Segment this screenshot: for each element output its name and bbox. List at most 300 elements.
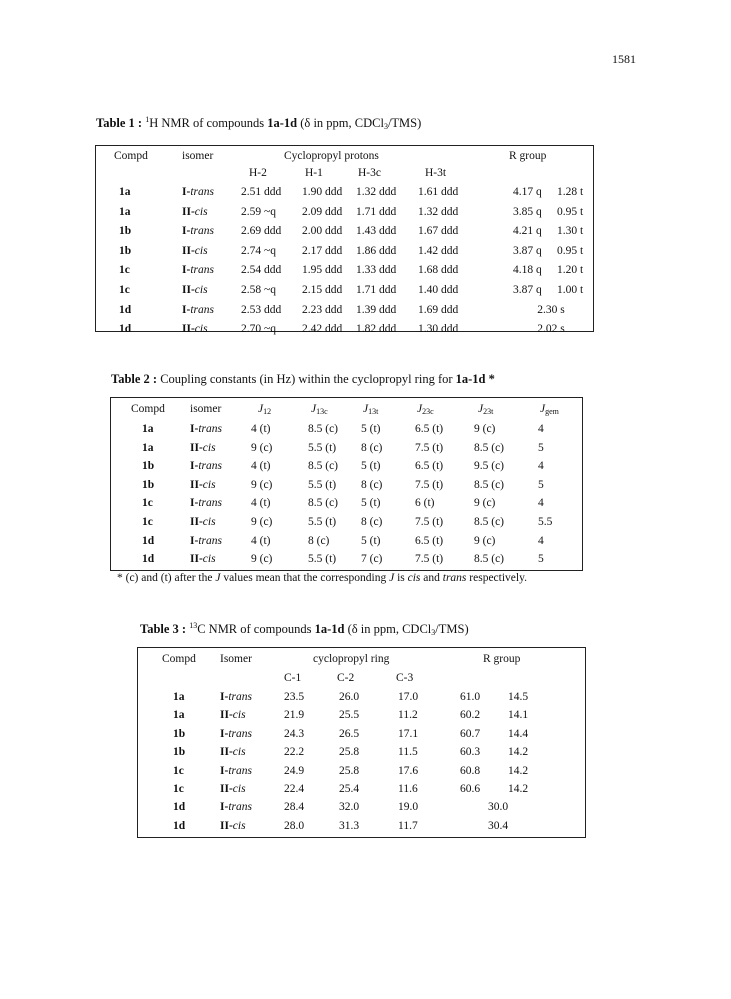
c1-cell: 22.4	[284, 783, 305, 795]
compd-cell: 1a	[119, 205, 131, 218]
table2-row	[111, 513, 582, 531]
table2-header-compd: Compd	[131, 403, 165, 415]
j13t-cell: 5 (t)	[361, 423, 381, 435]
c2-cell: 32.0	[339, 801, 360, 814]
isomer-config: cis	[194, 284, 208, 296]
j13t-cell: 7 (c)	[361, 553, 383, 566]
table3-row	[138, 762, 585, 780]
j13c-cell: 8 (c)	[308, 534, 330, 547]
j13c-cell: 5.5 (t)	[308, 516, 337, 528]
j23t-cell: 9 (c)	[474, 497, 496, 510]
table3-header-row1	[138, 650, 585, 668]
table3-caption-label: Table 3 :	[140, 622, 187, 636]
r2-cell: 0.95 t	[557, 205, 584, 218]
table2-caption-label: Table 2 :	[111, 372, 158, 386]
isomer-config: trans	[228, 801, 252, 814]
c1-cell: 21.9	[284, 709, 305, 722]
table2-row	[111, 420, 582, 438]
r1-cell: 4.21 q	[513, 225, 542, 238]
jgem-cell: 4	[538, 497, 544, 510]
h1-cell: 2.23 ddd	[302, 303, 343, 316]
r1-cell: 4.17 q	[513, 186, 542, 198]
isomer-cell	[182, 261, 214, 279]
table3-header-rgroup: R group	[483, 653, 521, 665]
compd-cell: 1c	[142, 497, 153, 510]
isomer-cell	[182, 320, 208, 338]
isomer-cell	[220, 798, 252, 816]
isomer-cell	[220, 743, 246, 761]
isomer-cell	[190, 457, 222, 475]
table1-row	[96, 183, 593, 201]
isomer-prefix: II-	[190, 553, 203, 566]
compd-cell: 1a	[173, 709, 185, 722]
isomer-prefix: II-	[182, 323, 195, 336]
j13c-cell: 5.5 (t)	[308, 553, 337, 566]
r2-cell: 14.2	[508, 783, 529, 795]
r1-cell: 3.85 q	[513, 205, 542, 218]
isomer-config: trans	[190, 225, 214, 238]
h1-cell: 2.00 ddd	[302, 225, 343, 238]
table1-caption	[96, 116, 421, 131]
isomer-prefix: I-	[182, 225, 191, 238]
r2-cell: 1.20 t	[557, 264, 584, 277]
table3-caption-sub: 3	[431, 628, 436, 637]
j23c-cell: 7.5 (t)	[415, 478, 444, 491]
c3-cell: 19.0	[398, 801, 419, 814]
h3c-cell: 1.32 ddd	[356, 186, 397, 198]
table1-header-row2	[96, 164, 593, 182]
j23t-cell: 8.5 (c)	[474, 441, 505, 454]
c1-cell: 22.2	[284, 746, 305, 759]
isomer-cell	[220, 688, 252, 706]
isomer-config: cis	[232, 783, 246, 795]
isomer-prefix: II-	[220, 783, 233, 795]
j23c-cell: 6.5 (t)	[415, 460, 444, 473]
compd-cell: 1a	[142, 423, 154, 435]
j13t-cell: 8 (c)	[361, 441, 383, 454]
j23c-cell: 6.5 (t)	[415, 534, 444, 547]
isomer-prefix: I-	[190, 460, 199, 473]
j23t-cell: 8.5 (c)	[474, 478, 505, 491]
r1-cell: 3.87 q	[513, 244, 542, 257]
table3-row	[138, 743, 585, 761]
table1-header-h3c: H-3c	[358, 167, 381, 179]
r1-cell: 4.18 q	[513, 264, 542, 277]
isomer-prefix: II-	[190, 441, 203, 454]
c3-cell: 11.2	[398, 709, 418, 722]
h3t-cell: 1.68 ddd	[418, 264, 459, 277]
h3t-cell: 1.40 ddd	[418, 284, 459, 296]
table1-row	[96, 320, 593, 338]
j23c-cell: 7.5 (t)	[415, 516, 444, 528]
isomer-cell	[182, 242, 208, 260]
table2-row	[111, 457, 582, 475]
isomer-prefix: I-	[220, 727, 229, 740]
table2-row	[111, 494, 582, 512]
table3-row	[138, 688, 585, 706]
j12-cell: 4 (t)	[251, 497, 271, 510]
r1-cell: 60.6	[460, 783, 481, 795]
isomer-config: trans	[228, 727, 252, 740]
table2-header-isomer: isomer	[190, 403, 222, 415]
h3t-cell: 1.67 ddd	[418, 225, 459, 238]
r1-cell: 60.3	[460, 746, 481, 759]
j13c-cell: 5.5 (t)	[308, 441, 337, 454]
c1-cell: 23.5	[284, 691, 305, 703]
h3t-cell: 1.61 ddd	[418, 186, 459, 198]
h1-cell: 2.15 ddd	[302, 284, 343, 296]
table2-header-j23c: $J_{23c}$	[417, 403, 434, 416]
table3-header-c2: C-2	[337, 672, 355, 684]
isomer-cell	[220, 817, 246, 835]
c2-cell: 31.3	[339, 819, 360, 832]
compd-cell: 1d	[142, 553, 155, 566]
r2-cell: 1.28 t	[557, 186, 584, 198]
table2-caption	[111, 372, 495, 387]
jgem-cell: 4	[538, 423, 544, 435]
compd-cell: 1d	[142, 534, 155, 547]
isomer-config: trans	[198, 423, 222, 435]
table3-caption	[140, 622, 469, 637]
j23t-cell: 9.5 (c)	[474, 460, 505, 473]
isomer-prefix: I-	[220, 764, 229, 777]
table1-caption-bold: 1a-1d	[267, 116, 298, 130]
c2-cell: 25.5	[339, 709, 360, 722]
c1-cell: 28.0	[284, 819, 305, 832]
table1-row	[96, 222, 593, 240]
h3t-cell: 1.30 ddd	[418, 323, 459, 336]
compd-cell: 1b	[142, 460, 155, 473]
c2-cell: 25.4	[339, 783, 360, 795]
j12-cell: 9 (c)	[251, 553, 273, 566]
j23c-cell: 6.5 (t)	[415, 423, 444, 435]
isomer-config: cis	[202, 553, 216, 566]
j13c-cell: 8.5 (c)	[308, 460, 339, 473]
isomer-cell	[190, 550, 216, 568]
table3-caption-sup: 13	[189, 621, 198, 630]
isomer-config: cis	[202, 441, 216, 454]
isomer-config: trans	[228, 691, 252, 703]
table3-header-row2	[138, 669, 585, 687]
isomer-config: trans	[228, 764, 252, 777]
table1-header-rgroup: R group	[509, 150, 547, 162]
r1-cell: 30.4	[487, 819, 509, 832]
isomer-config: cis	[194, 244, 208, 257]
jgem-cell: 5.5	[538, 516, 553, 528]
c3-cell: 17.0	[398, 691, 419, 703]
j12-cell: 4 (t)	[251, 460, 271, 473]
h3c-cell: 1.39 ddd	[356, 303, 397, 316]
compd-cell: 1d	[119, 303, 132, 316]
isomer-cell	[182, 203, 208, 221]
isomer-cell	[182, 222, 214, 240]
table1-row	[96, 242, 593, 260]
isomer-cell	[220, 706, 246, 724]
r2-cell: 14.5	[508, 691, 529, 703]
isomer-prefix: I-	[220, 801, 229, 814]
c2-cell: 26.0	[339, 691, 360, 703]
r1-cell: 60.7	[460, 727, 481, 740]
j12-cell: 4 (t)	[251, 423, 271, 435]
isomer-prefix: II-	[190, 516, 203, 528]
h2-cell: 2.54 ddd	[241, 264, 282, 277]
isomer-config: cis	[202, 516, 216, 528]
table1	[95, 145, 594, 336]
isomer-prefix: I-	[190, 423, 199, 435]
isomer-config: cis	[194, 205, 208, 218]
table3-row	[138, 817, 585, 835]
r1-cell: 2.30 s	[537, 303, 565, 316]
table3-caption-text1: C NMR of compounds	[197, 622, 315, 636]
table1-caption-sup: 1	[145, 115, 150, 124]
j13t-cell: 5 (t)	[361, 534, 381, 547]
jgem-cell: 4	[538, 460, 544, 473]
j23t-cell: 8.5 (c)	[474, 553, 505, 566]
h3t-cell: 1.69 ddd	[418, 303, 459, 316]
compd-cell: 1a	[173, 691, 185, 703]
c3-cell: 11.5	[398, 746, 418, 759]
c2-cell: 25.8	[339, 764, 360, 777]
compd-cell: 1c	[173, 783, 184, 795]
h3t-cell: 1.32 ddd	[418, 205, 459, 218]
r2-cell: 1.00 t	[557, 284, 584, 296]
j13t-cell: 5 (t)	[361, 460, 381, 473]
isomer-config: cis	[232, 746, 246, 759]
compd-cell: 1a	[119, 186, 131, 198]
page-number: 1581	[612, 52, 636, 66]
h2-cell: 2.69 ddd	[241, 225, 282, 238]
r1-cell: 61.0	[460, 691, 481, 703]
j13t-cell: 8 (c)	[361, 478, 383, 491]
compd-cell: 1c	[142, 516, 153, 528]
table3-header-c3: C-3	[396, 672, 414, 684]
h3c-cell: 1.86 ddd	[356, 244, 397, 257]
j23t-cell: 9 (c)	[474, 423, 496, 435]
compd-cell: 1c	[119, 284, 130, 296]
j13t-cell: 5 (t)	[361, 497, 381, 510]
h3c-cell: 1.33 ddd	[356, 264, 397, 277]
c2-cell: 25.8	[339, 746, 360, 759]
isomer-prefix: I-	[182, 264, 191, 277]
isomer-config: trans	[198, 460, 222, 473]
table1-header-compd: Compd	[114, 150, 148, 162]
table1-row	[96, 301, 593, 319]
j23c-cell: 6 (t)	[415, 497, 435, 510]
compd-cell: 1b	[119, 225, 132, 238]
j13t-cell: 8 (c)	[361, 516, 383, 528]
h1-cell: 2.42 ddd	[302, 323, 343, 336]
r1-cell: 60.2	[460, 709, 481, 722]
compd-cell: 1d	[119, 323, 132, 336]
h1-cell: 2.09 ddd	[302, 205, 343, 218]
isomer-prefix: I-	[182, 186, 191, 198]
table3-caption-bold: 1a-1d	[314, 622, 345, 636]
r1-cell: 3.87 q	[513, 284, 542, 296]
isomer-cell	[220, 780, 246, 798]
compd-cell: 1b	[173, 727, 186, 740]
h2-cell: 2.58 ~q	[241, 284, 276, 296]
jgem-cell: 5	[538, 441, 544, 454]
table1-row	[96, 261, 593, 279]
table1-row	[96, 281, 593, 299]
jgem-cell: 4	[538, 534, 544, 547]
isomer-config: trans	[198, 497, 222, 510]
table1-header-isomer: isomer	[182, 150, 214, 162]
table1-caption-text2: (δ in ppm, CDCl	[297, 116, 384, 130]
table2-header-j13c: $J_{13c}$	[311, 403, 328, 416]
c3-cell: 11.7	[398, 819, 418, 832]
c3-cell: 11.6	[398, 783, 418, 795]
r2-cell: 1.30 t	[557, 225, 584, 238]
table2-header-row	[111, 400, 582, 418]
j13c-cell: 5.5 (t)	[308, 478, 337, 491]
isomer-prefix: I-	[220, 691, 229, 703]
c1-cell: 24.9	[284, 764, 305, 777]
r2-cell: 0.95 t	[557, 244, 584, 257]
j12-cell: 9 (c)	[251, 441, 273, 454]
j13c-cell: 8.5 (c)	[308, 423, 339, 435]
h1-cell: 1.90 ddd	[302, 186, 343, 198]
table1-header-h3t: H-3t	[425, 167, 447, 179]
table3-header-c1: C-1	[284, 672, 302, 684]
j12-cell: 4 (t)	[251, 534, 271, 547]
table3-caption-text3: /TMS)	[435, 622, 469, 636]
isomer-config: trans	[190, 186, 214, 198]
table2-header-jgem: $J_{gem}$	[540, 403, 559, 416]
isomer-prefix: II-	[220, 709, 233, 722]
isomer-cell	[190, 439, 216, 457]
h3c-cell: 1.71 ddd	[356, 284, 397, 296]
isomer-config: cis	[232, 709, 246, 722]
isomer-cell	[220, 725, 252, 743]
compd-cell: 1d	[173, 801, 186, 814]
isomer-config: trans	[190, 264, 214, 277]
isomer-prefix: II-	[220, 746, 233, 759]
table2-row	[111, 532, 582, 550]
table3-caption-text2: (δ in ppm, CDCl	[344, 622, 432, 636]
table1-row	[96, 203, 593, 221]
compd-cell: 1b	[173, 746, 186, 759]
table3	[137, 647, 586, 838]
r2-cell: 14.2	[508, 764, 529, 777]
r2-cell: 14.1	[508, 709, 529, 722]
table3-header-ring: cyclopropyl ring	[313, 653, 390, 665]
table1-caption-text1: H NMR of compounds	[149, 116, 268, 130]
table3-header-compd: Compd	[162, 653, 196, 665]
isomer-cell	[190, 494, 222, 512]
h2-cell: 2.70 ~q	[241, 323, 276, 336]
table1-header-cyclopropyl: Cyclopropyl protons	[284, 150, 379, 162]
j13c-cell: 8.5 (c)	[308, 497, 339, 510]
h3t-cell: 1.42 ddd	[418, 244, 459, 257]
h1-cell: 2.17 ddd	[302, 244, 343, 257]
compd-cell: 1a	[142, 441, 154, 454]
h2-cell: 2.59 ~q	[241, 205, 276, 218]
isomer-cell	[182, 183, 214, 201]
isomer-cell	[190, 420, 222, 438]
isomer-cell	[190, 532, 222, 550]
isomer-prefix: I-	[190, 497, 199, 510]
isomer-prefix: II-	[182, 244, 195, 257]
isomer-cell	[190, 476, 216, 494]
j12-cell: 9 (c)	[251, 516, 273, 528]
compd-cell: 1c	[119, 264, 130, 277]
isomer-prefix: I-	[190, 534, 199, 547]
j23c-cell: 7.5 (t)	[415, 441, 444, 454]
table2-header-j23t: $J_{23t}$	[478, 403, 494, 416]
c1-cell: 28.4	[284, 801, 305, 814]
r1-cell: 2.02 s	[537, 323, 565, 336]
jgem-cell: 5	[538, 478, 544, 491]
c2-cell: 26.5	[339, 727, 360, 740]
j12-cell: 9 (c)	[251, 478, 273, 491]
compd-cell: 1b	[119, 244, 132, 257]
isomer-prefix: II-	[182, 284, 195, 296]
h3c-cell: 1.82 ddd	[356, 323, 397, 336]
table2-footnote: * (c) and (t) after the J values mean that the corresponding J is cis and trans respectively.	[117, 572, 527, 584]
j23t-cell: 8.5 (c)	[474, 516, 505, 528]
table1-header-h2: H-2	[249, 167, 267, 179]
isomer-prefix: I-	[182, 303, 191, 316]
isomer-prefix: II-	[190, 478, 203, 491]
r2-cell: 14.2	[508, 746, 529, 759]
table3-header-isomer: Isomer	[220, 653, 252, 665]
isomer-config: cis	[194, 323, 208, 336]
j23c-cell: 7.5 (t)	[415, 553, 444, 566]
r1-cell: 30.0	[487, 801, 509, 814]
h2-cell: 2.53 ddd	[241, 303, 282, 316]
table2-row	[111, 439, 582, 457]
compd-cell: 1c	[173, 764, 184, 777]
jgem-cell: 5	[538, 553, 544, 566]
isomer-config: cis	[202, 478, 216, 491]
isomer-cell	[220, 762, 252, 780]
c3-cell: 17.6	[398, 764, 419, 777]
table3-row	[138, 725, 585, 743]
r1-cell: 60.8	[460, 764, 481, 777]
isomer-cell	[182, 301, 214, 319]
h2-cell: 2.74 ~q	[241, 244, 276, 257]
r2-cell: 14.4	[508, 727, 529, 740]
table2-row	[111, 550, 582, 568]
table2-header-j13t: $J_{13t}$	[363, 403, 379, 416]
compd-cell: 1b	[142, 478, 155, 491]
h2-cell: 2.51 ddd	[241, 186, 282, 198]
h3c-cell: 1.43 ddd	[356, 225, 397, 238]
c1-cell: 24.3	[284, 727, 305, 740]
table3-row	[138, 780, 585, 798]
isomer-config: cis	[232, 819, 246, 832]
table1-header-row1	[96, 147, 593, 165]
table2	[110, 397, 583, 571]
table1-caption-label: Table 1 :	[96, 116, 143, 130]
h1-cell: 1.95 ddd	[302, 264, 343, 277]
isomer-config: trans	[190, 303, 214, 316]
table2-header-j12: $J_{12}$	[258, 403, 272, 416]
isomer-config: trans	[198, 534, 222, 547]
table1-caption-sub: 3	[383, 122, 388, 131]
isomer-cell	[182, 281, 208, 299]
c3-cell: 17.1	[398, 727, 419, 740]
table2-caption-bold: 1a-1d *	[455, 372, 495, 386]
isomer-cell	[190, 513, 216, 531]
table3-row	[138, 706, 585, 724]
j23t-cell: 9 (c)	[474, 534, 496, 547]
table2-row	[111, 476, 582, 494]
table3-row	[138, 798, 585, 816]
table2-caption-text1: Coupling constants (in Hz) within the cyclopropyl ring for	[157, 372, 456, 386]
isomer-prefix: II-	[182, 205, 195, 218]
